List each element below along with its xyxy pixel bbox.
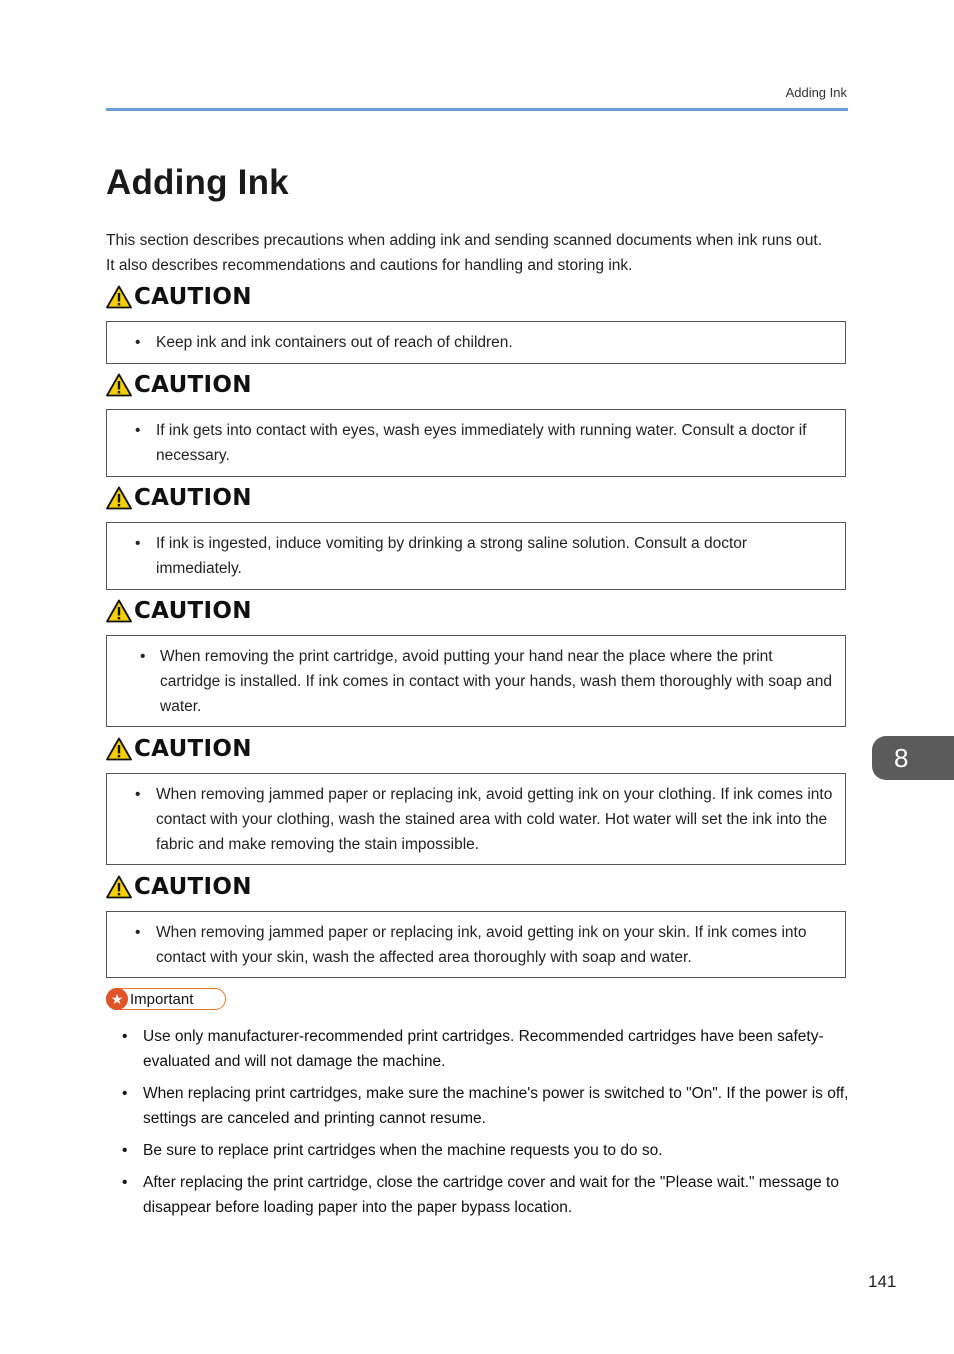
caution-box	[106, 911, 846, 978]
caution-item	[107, 782, 845, 857]
caution-item-text: Keep ink and ink containers out of reach of children.	[156, 334, 513, 351]
caution-item-text: If ink is ingested, induce vomiting by drinking a strong saline solution. Consult a doctor immediately.	[156, 535, 748, 577]
warning-triangle-icon	[106, 875, 132, 899]
important-label: Important	[130, 990, 194, 1008]
warning-triangle-icon	[106, 599, 132, 623]
page-title: Adding Ink	[106, 163, 289, 202]
bullet: •	[122, 1174, 128, 1191]
caution-box	[106, 522, 846, 590]
running-header-title: Adding Ink	[785, 85, 847, 100]
caution-item	[107, 644, 845, 719]
bullet: •	[135, 924, 141, 941]
caution-item	[107, 920, 845, 970]
warning-triangle-icon	[106, 737, 132, 761]
intro-paragraph	[106, 228, 851, 278]
caution-label: CAUTION	[134, 485, 252, 511]
caution-label: CAUTION	[134, 372, 252, 398]
bullet: •	[135, 334, 141, 351]
caution-box	[106, 321, 846, 364]
bullet: •	[140, 648, 146, 665]
caution-heading	[106, 598, 252, 624]
caution-heading	[106, 372, 252, 398]
bullet: •	[135, 422, 141, 439]
bullet: •	[122, 1142, 128, 1159]
important-item	[106, 1170, 851, 1220]
important-item-text: After replacing the print cartridge, close the cartridge cover and wait for the "Please wait." message to disappear before loading paper into the paper bypass location.	[143, 1174, 839, 1216]
warning-triangle-icon	[106, 285, 132, 309]
important-item-text: Be sure to replace print cartridges when the machine requests you to do so.	[143, 1142, 663, 1159]
intro-line: It also describes recommendations and cautions for handling and storing ink.	[106, 257, 633, 274]
caution-box	[106, 635, 846, 727]
important-item	[106, 1024, 851, 1074]
caution-item-text: If ink gets into contact with eyes, wash eyes immediately with running water. Consult a doctor if necessary.	[156, 422, 807, 464]
important-item-text: When replacing print cartridges, make sure the machine's power is switched to "On". If the power is off, settings are canceled and printing cannot resume.	[143, 1085, 849, 1127]
important-tag	[106, 988, 226, 1010]
caution-item	[107, 330, 845, 355]
bullet: •	[122, 1085, 128, 1102]
star-icon: ★	[106, 988, 128, 1010]
important-item	[106, 1081, 851, 1131]
important-item-text: Use only manufacturer-recommended print cartridges. Recommended cartridges have been safety-evaluated and will not damage the machine.	[143, 1028, 824, 1070]
caution-heading	[106, 736, 252, 762]
header-divider	[106, 108, 848, 111]
important-list	[106, 1024, 851, 1227]
caution-heading	[106, 874, 252, 900]
caution-heading	[106, 485, 252, 511]
caution-box	[106, 409, 846, 477]
bullet: •	[135, 786, 141, 803]
caution-item	[107, 418, 845, 468]
bullet: •	[135, 535, 141, 552]
warning-triangle-icon	[106, 373, 132, 397]
caution-label: CAUTION	[134, 736, 252, 762]
important-item	[106, 1138, 851, 1163]
caution-item-text: When removing the print cartridge, avoid putting your hand near the place where the print cartridge is installed. If ink comes in contact with your hands, wash them thoroughly with soap and water.	[160, 648, 833, 715]
intro-line: This section describes precautions when adding ink and sending scanned documents when ink runs out.	[106, 232, 823, 249]
caution-label: CAUTION	[134, 874, 252, 900]
caution-label: CAUTION	[134, 598, 252, 624]
caution-item-text: When removing jammed paper or replacing ink, avoid getting ink on your clothing. If ink comes into contact with your clothing, wash the stained area with cold water. Hot water will set the ink into the fabric and make removing the stain impossible.	[156, 786, 833, 853]
chapter-tab: 8	[872, 736, 954, 780]
caution-item	[107, 531, 845, 581]
caution-label: CAUTION	[134, 284, 252, 310]
page-number: 141	[868, 1272, 897, 1291]
caution-box	[106, 773, 846, 865]
warning-triangle-icon	[106, 486, 132, 510]
caution-item-text: When removing jammed paper or replacing ink, avoid getting ink on your skin. If ink comes into contact with your skin, wash the affected area thoroughly with soap and water.	[156, 924, 807, 966]
caution-heading	[106, 284, 252, 310]
bullet: •	[122, 1028, 128, 1045]
